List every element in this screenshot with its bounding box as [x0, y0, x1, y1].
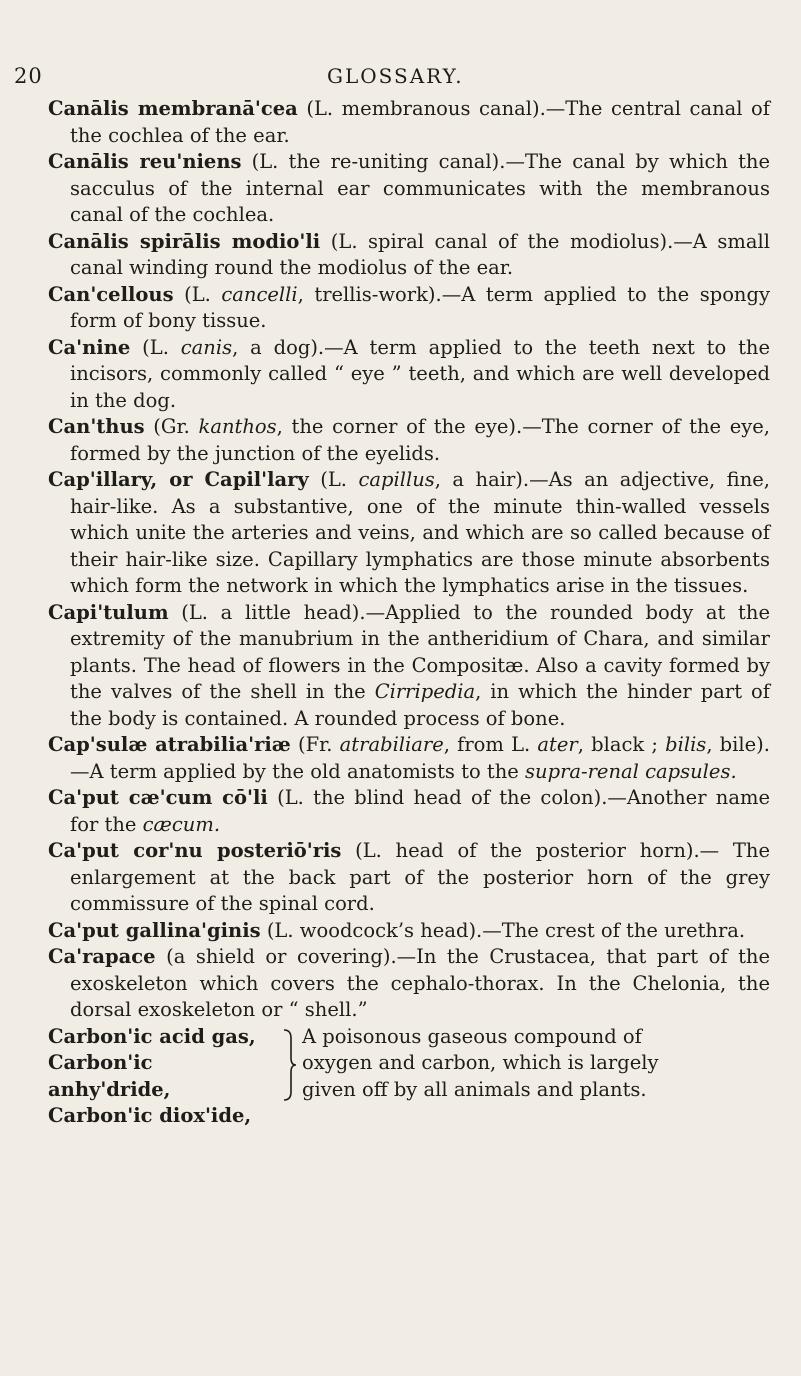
definition-line: given off by all animals and plants. [302, 1077, 647, 1101]
definition-text: (L. head of the posterior horn).— The enlargement at the back part of the posterior horn of the grey commissure of the spinal cord. [70, 839, 770, 915]
glossary-entry [48, 414, 770, 467]
glossary-entry [48, 600, 770, 733]
definition-text: (L. woodcock’s head).—The crest of the urethra. [260, 918, 746, 942]
glossary-term: Capi'tulum [48, 600, 169, 624]
italic-term: atrabiliare [339, 733, 444, 756]
carbonic-terms [48, 1024, 280, 1130]
italic-term: cæcum. [142, 812, 221, 836]
glossary-entry [48, 785, 770, 838]
definition-text: , black ; [577, 733, 666, 756]
glossary-entry [48, 282, 770, 335]
glossary-entry [48, 149, 770, 229]
definition-text: (L. a little head).—Applied to the rounded body at the extremity of the manubrium in the antheridium of Chara, and similar plants. The head of flowers in the Compositæ. Also a cavity formed by the valves of the shell in the [70, 600, 770, 703]
definition-text: (Gr. [144, 415, 199, 438]
glossary-entry [48, 229, 770, 282]
definition-line: A poisonous gaseous compound of [302, 1024, 642, 1048]
glossary-term: Ca'put cor'nu posteriō'ris [48, 839, 342, 862]
definition-text: , bile).—A term applied by the old anatomists to the [70, 733, 770, 783]
definition-text: (L. the re-uniting canal).—The canal by which the sacculus of the internal ear communicates with the membranous canal of the cochlea. [70, 150, 770, 226]
definition-text: (L. [308, 468, 359, 491]
definition-text: (L. spiral canal of the modiolus).—A small canal winding round the modiolus of the ear. [70, 229, 770, 279]
definition-text: (L. [173, 282, 222, 306]
glossary-entry [48, 944, 770, 1024]
running-head: GLOSSARY. [327, 64, 464, 88]
glossary-term: Ca'rapace [48, 945, 156, 968]
glossary-term: Canālis reu'niens [48, 150, 242, 173]
glossary-term: Ca'put cæ'cum cō'li [48, 786, 268, 809]
definition-line: oxygen and carbon, which is largely [302, 1051, 659, 1074]
italic-term: ater [537, 733, 578, 756]
glossary-entry [48, 335, 770, 415]
italic-term: bilis [665, 733, 707, 756]
glossary-entry [48, 732, 770, 785]
definition-text: , a hair).—As an adjective, fine, hair-like. As a substantive, one of the minute thin-walled vessels which unite the arteries and veins, and which are so called because of their hair-like size. Capillary lymphatics are those minute absorbents which form the network in which the lymphatics arise in the tissues. [70, 468, 770, 597]
glossary-term: Cap'illary, or Capil'lary [48, 468, 309, 491]
brace-icon [282, 1028, 298, 1102]
glossary-entry [48, 96, 770, 149]
glossary-term: Carbon'ic anhy'dride, [48, 1051, 171, 1101]
italic-term: kanthos [198, 415, 277, 438]
glossary-term: Canālis spirālis modio'li [48, 229, 321, 253]
glossary-term: Carbon'ic diox'ide, [48, 1104, 252, 1127]
carbonic-definition [302, 1024, 770, 1130]
definition-text: (Fr. [290, 733, 340, 756]
definition-text: , in which the hinder part of the body is contained. A rounded process of bone. [70, 680, 770, 730]
italic-term: cancelli [221, 282, 298, 306]
glossary-entry [48, 467, 770, 600]
definition-text: , trellis-work).—A term applied to the spongy form of bony tissue. [70, 282, 770, 332]
italic-term: supra-renal capsules. [525, 759, 737, 783]
carbonic-entry-group [48, 1024, 770, 1130]
glossary-term: Ca'put gallina'ginis [48, 918, 261, 942]
definition-text: (L. [130, 335, 181, 359]
page-number: 20 [14, 64, 43, 88]
definition-text: (L. the blind head of the colon).—Another name for the [70, 786, 770, 836]
glossary-entries [48, 96, 770, 1130]
definition-text: , a dog).—A term applied to the teeth next to the incisors, commonly called “ eye ” teeth, and which are well developed in the dog. [70, 335, 770, 412]
glossary-term: Ca'nine [48, 335, 131, 359]
definition-text: , the corner of the eye).—The corner of the eye, formed by the junction of the eyelids. [70, 415, 770, 465]
page-header [0, 64, 801, 88]
italic-term: Cirripedia [374, 680, 476, 703]
glossary-entry [48, 918, 770, 945]
italic-term: canis [180, 335, 233, 359]
glossary-term: Canālis membranā'cea [48, 97, 298, 120]
glossary-entry [48, 838, 770, 918]
definition-text: (L. membranous canal).—The central canal of the cochlea of the ear. [70, 97, 770, 147]
brace [280, 1024, 302, 1130]
definition-text: , from L. [443, 733, 538, 756]
definition-text: (a shield or covering).—In the Crustacea, that part of the exoskeleton which covers the cephalo-thorax. In the Chelonia, the dorsal exoskeleton or “ shell.” [70, 945, 770, 1021]
glossary-term: Can'cellous [48, 282, 174, 306]
glossary-term: Carbon'ic acid gas, [48, 1024, 256, 1048]
italic-term: capillus [358, 468, 435, 491]
glossary-term: Can'thus [48, 415, 145, 438]
glossary-term: Cap'sulæ atrabilia'riæ [48, 733, 291, 756]
